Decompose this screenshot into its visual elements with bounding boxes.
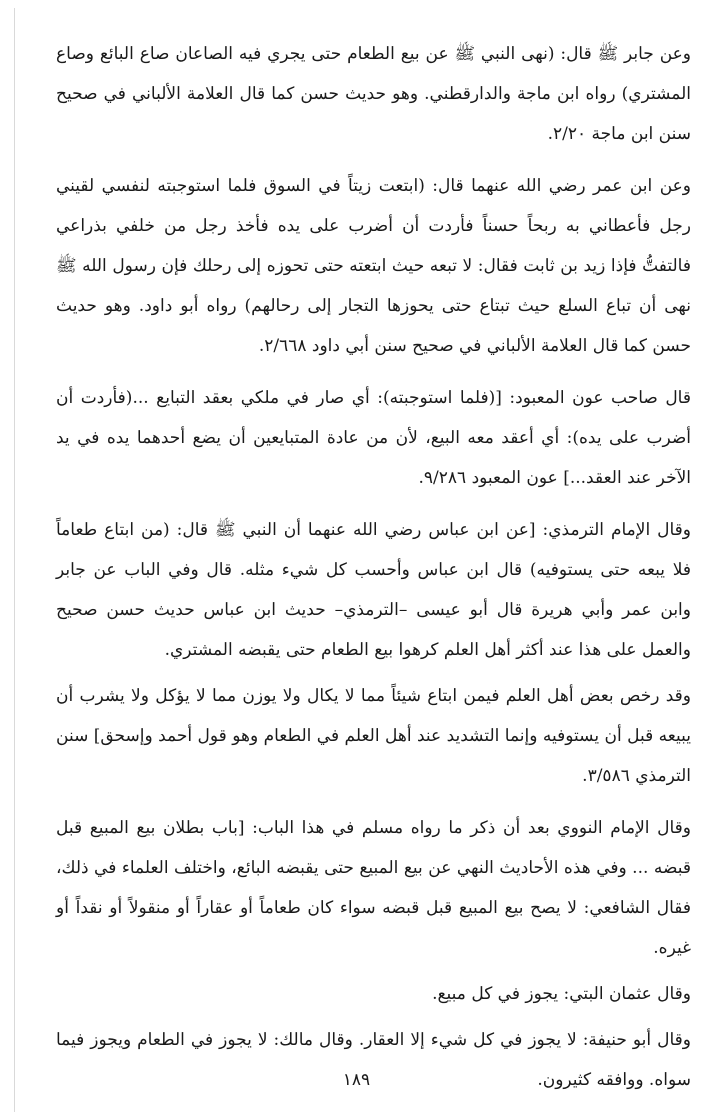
paragraph-awn-al-mabud: قال صاحب عون المعبود: [(فلما استوجبته): أي صار في ملكي بعقد التبايع ...(فأردت أن أضرب على يده): أي أعقد معه البيع، لأن من عادة المتبايعين أن يضع أحدهما يده في يد الآخر عند العقد...] عون المعبود ٩/٢٨٦. [56, 388, 691, 488]
page-number: ١٨٩ [342, 1070, 371, 1090]
page-edge-line [14, 8, 15, 1112]
document-body [56, 34, 691, 1112]
paragraph-tirmidhi-continued: وقد رخص بعض أهل العلم فيمن ابتاع شيئاً مما لا يكال ولا يوزن مما لا يؤكل ولا يشرب أن يبيعه قبل أن يستوفيه وإنما التشديد عند أهل العلم في الطعام وهو قول أحمد وإسحق] سنن الترمذي ٣/٥٨٦. [56, 686, 691, 786]
paragraph-nawawi: وقال الإمام النووي بعد أن ذكر ما رواه مسلم في هذا الباب: [باب بطلان بيع المبيع قبل قبضه ... وفي هذه الأحاديث النهي عن بيع المبيع حتى يقبضه البائع، واختلف العلماء في ذلك، فقال الشافعي: لا يصح بيع المبيع قبل قبضه سواء كان طعاماً أو عقاراً أو منقولاً أو نقداً أو غيره. [56, 818, 691, 958]
paragraph-jabir-hadith: وعن جابر ﷺ قال: (نهى النبي ﷺ عن بيع الطعام حتى يجري فيه الصاعان صاع البائع وصاع المشتري) رواه ابن ماجة والدارقطني. وهو حديث حسن كما قال العلامة الألباني في صحيح سنن ابن ماجة ٢/٢٠. [56, 44, 691, 144]
paragraph-uthman-al-batti: وقال عثمان البتي: يجوز في كل مبيع. [432, 984, 691, 1004]
paragraph-tirmidhi: وقال الإمام الترمذي: [عن ابن عباس رضي الله عنهما أن النبي ﷺ قال: (من ابتاع طعاماً فلا يبعه حتى يستوفيه) قال ابن عباس وأحسب كل شيء مثله. قال وفي الباب عن جابر وابن عمر وأبي هريرة قال أبو عيسى –الترمذي– حديث ابن عباس حديث حسن صحيح والعمل على هذا عند أكثر أهل العلم كرهوا بيع الطعام حتى يقبضه المشتري. [56, 520, 691, 660]
paragraph-ibn-umar-hadith: وعن ابن عمر رضي الله عنهما قال: (ابتعت زيتاً في السوق فلما استوجبته لنفسي لقيني رجل فأعطاني به ربحاً حسناً فأردت أن أضرب على يده فأخذ رجل من خلفي بذراعي فالتفتُّ فإذا زيد بن ثابت فقال: لا تبعه حيث ابتعته حتى تحوزه إلى رحلك فإن رسول الله ﷺ نهى أن تباع السلع حيث تبتاع حتى يحوزها التجار إلى رحالهم) رواه أبو داود. وهو حديث حسن كما قال العلامة الألباني في صحيح سنن أبي داود ٢/٦٦٨. [56, 176, 691, 356]
paragraph-abu-hanifa: وقال أبو حنيفة: لا يجوز في كل شيء إلا العقار. وقال مالك: لا يجوز في الطعام ويجوز فيما سواه. ووافقه كثيرون. [56, 1030, 691, 1090]
